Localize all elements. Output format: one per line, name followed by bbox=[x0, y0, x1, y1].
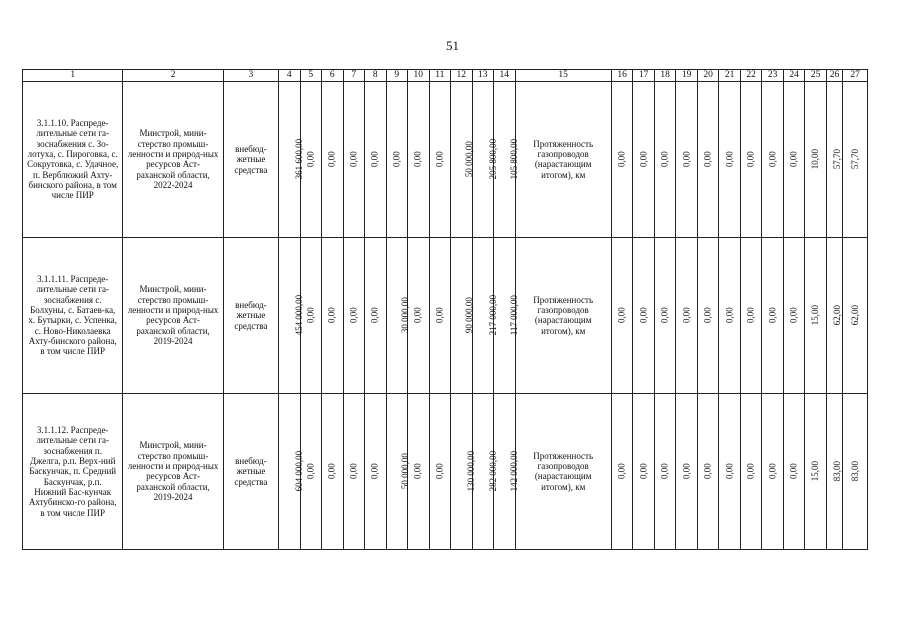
funding-value-cell-value: 205 800,00 bbox=[487, 139, 498, 180]
funding-value-cell-value: 50 000,00 bbox=[463, 141, 474, 178]
funding-value-cell bbox=[365, 237, 387, 393]
funding-source-cell bbox=[223, 81, 278, 237]
column-number-24: 24 bbox=[783, 70, 805, 82]
indicator-value-cell bbox=[697, 237, 719, 393]
indicator-value-cell bbox=[762, 237, 784, 393]
indicator-value-cell-value: 57,70 bbox=[849, 149, 860, 170]
indicator-value-cell-value: 0,00 bbox=[767, 307, 778, 324]
indicator-name-cell bbox=[515, 81, 611, 237]
funding-value-cell bbox=[343, 393, 365, 549]
funding-value-cell bbox=[451, 237, 473, 393]
funding-value-cell-value: 0,00 bbox=[370, 151, 381, 168]
indicator-value-cell-value: 0,00 bbox=[616, 307, 627, 324]
funding-value-cell-value: 0,00 bbox=[327, 307, 338, 324]
column-number-12: 12 bbox=[451, 70, 473, 82]
program-table bbox=[22, 69, 868, 550]
funding-value-cell bbox=[386, 237, 408, 393]
project-name-cell-text: 3.1.1.10. Распреде-лительные сети га-зоснабжения с. Зо-лотуха, с. Пироговка, с. Сокрутовка, с. Удачное, п. Верблюжий Ахту-бинского района, в том числе ПИР bbox=[27, 118, 119, 201]
funding-value-cell-value: 130 000,00 bbox=[466, 451, 477, 492]
responsible-cell-text: Минстрой, мини-стерство промыш-ленности и природ-ных ресурсов Аст-раханской области, 2022-2024 bbox=[127, 128, 219, 191]
indicator-value-cell-value: 0,00 bbox=[616, 463, 627, 480]
indicator-value-cell bbox=[611, 81, 633, 237]
funding-value-cell-value: 142 000,00 bbox=[509, 451, 520, 492]
column-number-9: 9 bbox=[386, 70, 408, 82]
indicator-value-cell bbox=[654, 81, 676, 237]
responsible-cell bbox=[123, 393, 223, 549]
indicator-value-cell-value: 0,00 bbox=[745, 463, 756, 480]
funding-value-cell-value: 0,00 bbox=[348, 307, 359, 324]
indicator-value-cell bbox=[783, 237, 805, 393]
indicator-value-cell-value: 10,00 bbox=[810, 149, 821, 170]
indicator-value-cell-value: 0,00 bbox=[767, 151, 778, 168]
indicator-value-cell bbox=[805, 393, 827, 549]
funding-source-cell bbox=[223, 237, 278, 393]
page-number: 51 bbox=[446, 38, 459, 53]
indicator-value-cell bbox=[826, 237, 842, 393]
indicator-value-cell-value: 83,00 bbox=[831, 461, 842, 482]
column-number-15: 15 bbox=[515, 70, 611, 82]
indicator-value-cell-value: 0,00 bbox=[788, 463, 799, 480]
column-number-21: 21 bbox=[719, 70, 741, 82]
indicator-value-cell bbox=[611, 237, 633, 393]
column-number-6: 6 bbox=[322, 70, 344, 82]
indicator-value-cell-value: 0,00 bbox=[681, 151, 692, 168]
funding-value-cell-value: 0,00 bbox=[348, 463, 359, 480]
indicator-name-cell-text: Протяженность газопроводов (нарастающим итогом), км bbox=[533, 138, 594, 180]
project-name-cell bbox=[23, 81, 123, 237]
funding-value-cell bbox=[429, 393, 451, 549]
indicator-value-cell-value: 57,70 bbox=[831, 149, 842, 170]
funding-value-cell bbox=[429, 237, 451, 393]
indicator-value-cell-value: 0,00 bbox=[638, 463, 649, 480]
indicator-value-cell-value: 0,00 bbox=[724, 151, 735, 168]
indicator-value-cell bbox=[697, 81, 719, 237]
funding-value-cell bbox=[472, 237, 498, 393]
indicator-value-cell bbox=[676, 393, 698, 549]
indicator-value-cell-value: 0,00 bbox=[745, 307, 756, 324]
indicator-value-cell-value: 0,00 bbox=[659, 151, 670, 168]
indicator-value-cell-value: 15,00 bbox=[810, 461, 821, 482]
column-number-16: 16 bbox=[611, 70, 633, 82]
indicator-value-cell bbox=[783, 81, 805, 237]
project-name-cell bbox=[23, 237, 123, 393]
indicator-value-cell bbox=[805, 237, 827, 393]
indicator-value-cell-value: 0,00 bbox=[702, 307, 713, 324]
funding-value-cell-value: 0,00 bbox=[434, 151, 445, 168]
funding-value-cell bbox=[322, 237, 344, 393]
indicator-value-cell-value: 0,00 bbox=[616, 151, 627, 168]
funding-value-cell bbox=[472, 81, 498, 237]
indicator-value-cell-value: 62,00 bbox=[831, 305, 842, 326]
funding-value-cell bbox=[279, 393, 305, 549]
indicator-value-cell-value: 0,00 bbox=[788, 151, 799, 168]
column-number-2: 2 bbox=[123, 70, 223, 82]
indicator-value-cell-value: 0,00 bbox=[745, 151, 756, 168]
funding-value-cell-value: 0,00 bbox=[434, 463, 445, 480]
indicator-value-cell bbox=[633, 237, 655, 393]
funding-value-cell-value: 0,00 bbox=[413, 307, 424, 324]
funding-value-cell-value: 361 600,00 bbox=[294, 139, 305, 180]
indicator-value-cell bbox=[740, 81, 762, 237]
funding-value-cell bbox=[343, 81, 365, 237]
indicator-value-cell-value: 62,00 bbox=[849, 305, 860, 326]
column-number-5: 5 bbox=[300, 70, 322, 82]
funding-value-cell-value: 0,00 bbox=[370, 307, 381, 324]
column-number-1: 1 bbox=[23, 70, 123, 82]
column-number-8: 8 bbox=[365, 70, 387, 82]
indicator-value-cell bbox=[633, 393, 655, 549]
indicator-value-cell bbox=[719, 393, 741, 549]
indicator-value-cell-value: 0,00 bbox=[702, 463, 713, 480]
indicator-value-cell bbox=[676, 81, 698, 237]
indicator-value-cell bbox=[633, 81, 655, 237]
funding-source-cell-text: внебюд-жетные средства bbox=[234, 143, 268, 175]
indicator-value-cell-value: 83,00 bbox=[849, 461, 860, 482]
column-number-26: 26 bbox=[826, 70, 842, 82]
funding-value-cell-value: 0,00 bbox=[413, 463, 424, 480]
funding-value-cell bbox=[408, 81, 430, 237]
project-name-cell bbox=[23, 393, 123, 549]
indicator-name-cell bbox=[515, 237, 611, 393]
indicator-value-cell bbox=[762, 393, 784, 549]
funding-value-cell-value: 454 000,00 bbox=[294, 295, 305, 336]
funding-value-cell-value: 0,00 bbox=[370, 463, 381, 480]
project-name-cell-text: 3.1.1.12. Распреде-лительные сети га-зоснабжения п. Джелга, р.п. Верх-ний Баскунчак, п. Средний Баскунчак, р.п. Нижний Бас-кунчак Ахтубинско-го района, в том числе ПИР bbox=[28, 424, 117, 518]
indicator-value-cell bbox=[783, 393, 805, 549]
column-number-row bbox=[23, 70, 868, 82]
funding-value-cell bbox=[451, 81, 473, 237]
indicator-value-cell bbox=[719, 237, 741, 393]
indicator-value-cell bbox=[843, 237, 868, 393]
funding-value-cell-value: 0,00 bbox=[305, 307, 316, 324]
column-number-7: 7 bbox=[343, 70, 365, 82]
indicator-value-cell bbox=[740, 393, 762, 549]
funding-value-cell-value: 0,00 bbox=[327, 151, 338, 168]
indicator-name-cell-text: Протяженность газопроводов (нарастающим итогом), км bbox=[533, 294, 594, 336]
table-row bbox=[23, 81, 868, 237]
indicator-value-cell-value: 0,00 bbox=[638, 307, 649, 324]
funding-value-cell-value: 30 000,00 bbox=[399, 297, 410, 334]
indicator-value-cell bbox=[762, 81, 784, 237]
column-number-13: 13 bbox=[472, 70, 494, 82]
indicator-value-cell bbox=[826, 81, 842, 237]
indicator-value-cell bbox=[697, 393, 719, 549]
indicator-value-cell bbox=[826, 393, 842, 549]
indicator-value-cell bbox=[740, 237, 762, 393]
funding-value-cell-value: 117 000,00 bbox=[508, 295, 519, 336]
table-row bbox=[23, 237, 868, 393]
funding-value-cell bbox=[365, 81, 387, 237]
funding-value-cell-value: 50 000,00 bbox=[399, 453, 410, 490]
funding-value-cell-value: 0,00 bbox=[391, 151, 402, 168]
indicator-name-cell bbox=[515, 393, 611, 549]
column-number-19: 19 bbox=[676, 70, 698, 82]
funding-value-cell bbox=[279, 237, 305, 393]
indicator-value-cell-value: 0,00 bbox=[659, 307, 670, 324]
column-number-11: 11 bbox=[429, 70, 451, 82]
indicator-value-cell bbox=[654, 393, 676, 549]
indicator-value-cell bbox=[719, 81, 741, 237]
column-number-3: 3 bbox=[223, 70, 278, 82]
column-number-4: 4 bbox=[279, 70, 301, 82]
funding-value-cell bbox=[279, 81, 305, 237]
funding-source-cell-text: внебюд-жетные средства bbox=[234, 299, 268, 331]
funding-value-cell bbox=[386, 81, 408, 237]
responsible-cell-text: Минстрой, мини-стерство промыш-ленности и природ-ных ресурсов Аст-раханской области, 2019-2024 bbox=[127, 440, 219, 503]
indicator-name-cell-text: Протяженность газопроводов (нарастающим итогом), км bbox=[533, 450, 594, 492]
column-number-20: 20 bbox=[697, 70, 719, 82]
indicator-value-cell-value: 0,00 bbox=[724, 463, 735, 480]
indicator-value-cell bbox=[843, 81, 868, 237]
responsible-cell-text: Минстрой, мини-стерство промыш-ленности и природ-ных ресурсов Аст-раханской области, 2019-2024 bbox=[127, 284, 219, 347]
indicator-value-cell-value: 0,00 bbox=[767, 463, 778, 480]
indicator-value-cell bbox=[676, 237, 698, 393]
project-name-cell-text: 3.1.1.11. Распреде-лительные сети га-зоснабжения с. Болхуны, с. Батаев-ка, х. Бутырки, с. Успенка, с. Ново-Николаевка Ахту-бинского района, в том числе ПИР bbox=[28, 274, 117, 357]
funding-value-cell-value: 0,00 bbox=[327, 463, 338, 480]
responsible-cell bbox=[123, 237, 223, 393]
table-row bbox=[23, 393, 868, 549]
indicator-value-cell bbox=[805, 81, 827, 237]
funding-value-cell bbox=[322, 393, 344, 549]
column-number-25: 25 bbox=[805, 70, 827, 82]
funding-value-cell bbox=[408, 237, 430, 393]
funding-value-cell bbox=[322, 81, 344, 237]
funding-value-cell-value: 0,00 bbox=[348, 151, 359, 168]
indicator-value-cell bbox=[611, 393, 633, 549]
indicator-value-cell-value: 0,00 bbox=[681, 463, 692, 480]
funding-value-cell bbox=[386, 393, 408, 549]
indicator-value-cell-value: 0,00 bbox=[659, 463, 670, 480]
indicator-value-cell-value: 0,00 bbox=[788, 307, 799, 324]
column-number-14: 14 bbox=[494, 70, 516, 82]
indicator-value-cell bbox=[843, 393, 868, 549]
funding-value-cell bbox=[408, 393, 430, 549]
funding-value-cell-value: 604 000,00 bbox=[294, 451, 305, 492]
column-number-23: 23 bbox=[762, 70, 784, 82]
funding-value-cell-value: 217 000,00 bbox=[487, 295, 498, 336]
indicator-value-cell-value: 0,00 bbox=[638, 151, 649, 168]
funding-source-cell bbox=[223, 393, 278, 549]
column-number-18: 18 bbox=[654, 70, 676, 82]
column-number-27: 27 bbox=[843, 70, 868, 82]
funding-value-cell-value: 0,00 bbox=[305, 463, 316, 480]
funding-value-cell-value: 282 000,00 bbox=[487, 451, 498, 492]
funding-value-cell-value: 0,00 bbox=[434, 307, 445, 324]
indicator-value-cell bbox=[654, 237, 676, 393]
column-number-22: 22 bbox=[740, 70, 762, 82]
indicator-value-cell-value: 0,00 bbox=[681, 307, 692, 324]
indicator-value-cell-value: 0,00 bbox=[724, 307, 735, 324]
funding-value-cell-value: 90 000,00 bbox=[463, 297, 474, 334]
funding-value-cell-value: 0,00 bbox=[305, 151, 316, 168]
funding-value-cell bbox=[451, 393, 477, 549]
funding-value-cell-value: 105 800,00 bbox=[509, 139, 520, 180]
funding-value-cell bbox=[365, 393, 387, 549]
funding-value-cell bbox=[343, 237, 365, 393]
indicator-value-cell-value: 0,00 bbox=[702, 151, 713, 168]
indicator-value-cell-value: 15,00 bbox=[810, 305, 821, 326]
funding-value-cell bbox=[429, 81, 451, 237]
column-number-10: 10 bbox=[408, 70, 430, 82]
funding-value-cell-value: 0,00 bbox=[413, 151, 424, 168]
responsible-cell bbox=[123, 81, 223, 237]
column-number-17: 17 bbox=[633, 70, 655, 82]
funding-source-cell-text: внебюд-жетные средства bbox=[234, 455, 268, 487]
